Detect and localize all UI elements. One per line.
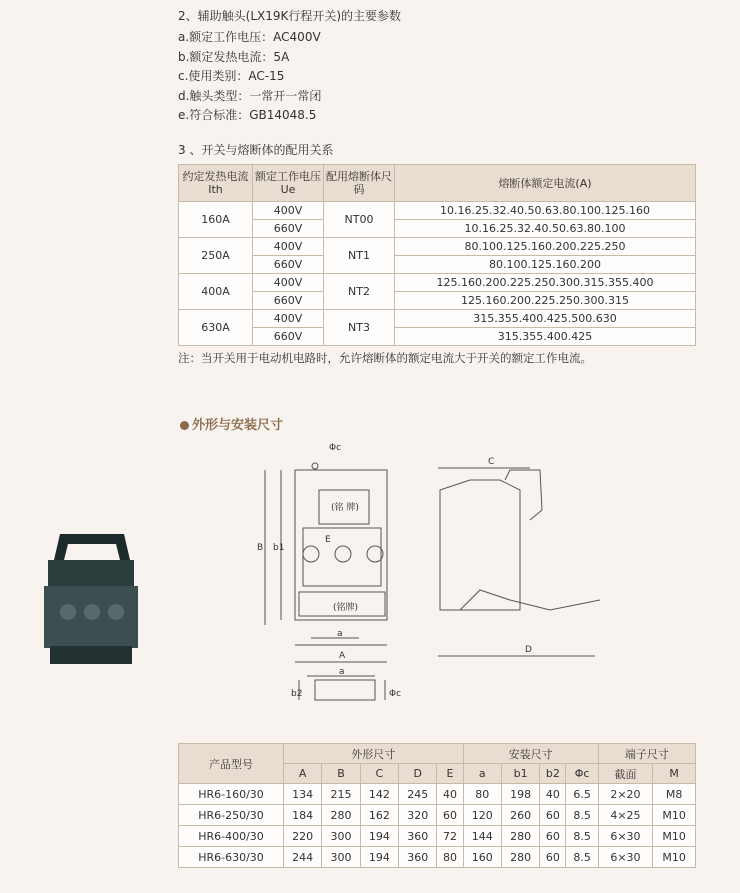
front-outline: [295, 470, 387, 620]
photo-handle: [54, 534, 130, 560]
cell-value: 215: [322, 784, 360, 805]
front-view-drawing: [255, 440, 415, 740]
table-row: [179, 826, 696, 847]
cell-model: HR6-160/30: [179, 784, 284, 805]
cell-value: 360: [399, 826, 437, 847]
table-row: [179, 202, 696, 220]
cell-value: 8.5: [566, 826, 598, 847]
cell-value: 120: [463, 805, 501, 826]
cell-value: 40: [437, 784, 463, 805]
table-row: [179, 310, 696, 328]
table-row: [179, 805, 696, 826]
cell-value: 72: [437, 826, 463, 847]
th-sub: b1: [501, 764, 539, 784]
cell-value: M10: [653, 847, 696, 868]
fuse-note: 注：当开关用于电动机电路时，允许熔断体的额定电流大于开关的额定工作电流。: [178, 351, 592, 365]
label-D: D: [525, 645, 532, 655]
cell-value: 60: [540, 826, 566, 847]
cell-ith: 250A: [179, 238, 253, 274]
cell-value: 162: [360, 805, 398, 826]
label-a2: a: [339, 667, 345, 677]
cell-value: 244: [284, 847, 322, 868]
cell-ue: 400V: [253, 238, 324, 256]
cell-value: 60: [540, 805, 566, 826]
cell-value: M10: [653, 805, 696, 826]
photo-base: [50, 646, 132, 664]
th-group-outline: 外形尺寸: [284, 744, 464, 764]
cell-value: 220: [284, 826, 322, 847]
fuse-table: [178, 164, 696, 346]
cell-ith: 400A: [179, 274, 253, 310]
fuse-heading: 3 、开关与熔断体的配用关系: [178, 143, 334, 157]
cell-value: 300: [322, 826, 360, 847]
th-group-install: 安装尺寸: [463, 744, 598, 764]
th-currents: 熔断体额定电流(A): [395, 165, 696, 202]
side-handle: [505, 470, 542, 520]
table-row: [179, 328, 696, 346]
cell-currents: 315.355.400.425: [395, 328, 696, 346]
cell-ue: 400V: [253, 274, 324, 292]
label-phi-c2: Φc: [389, 689, 402, 699]
aux-item: a.额定工作电压：AC400V: [178, 30, 321, 44]
cell-ue: 660V: [253, 292, 324, 310]
table-row: [179, 220, 696, 238]
dims-title-text: 外形与安装尺寸: [192, 418, 284, 433]
cell-model: HR6-250/30: [179, 805, 284, 826]
front-inner: [303, 528, 381, 586]
cell-value: 194: [360, 826, 398, 847]
dims-title: [180, 414, 283, 433]
cell-value: 280: [322, 805, 360, 826]
terminal-circle: [303, 546, 319, 562]
cell-ue: 400V: [253, 310, 324, 328]
cell-ith: 160A: [179, 202, 253, 238]
label-E: E: [325, 535, 331, 545]
cell-model: HR6-630/30: [179, 847, 284, 868]
cell-currents: 315.355.400.425.500.630: [395, 310, 696, 328]
table-row: [179, 784, 696, 805]
label-phi-c: Φc: [329, 443, 342, 453]
label-nameplate2: (铭牌): [333, 603, 359, 613]
cell-currents: 80.100.125.160.200.225.250: [395, 238, 696, 256]
mount-hole: [312, 463, 318, 469]
th-sub: D: [399, 764, 437, 784]
bullet-icon: [180, 421, 189, 430]
cell-currents: 80.100.125.160.200: [395, 256, 696, 274]
th-sub: b2: [540, 764, 566, 784]
label-A: A: [339, 651, 346, 661]
side-view-drawing: [430, 450, 600, 670]
photo-terminal: [84, 604, 100, 620]
th-sub: a: [463, 764, 501, 784]
label-B: B: [257, 543, 264, 553]
cell-value: 60: [540, 847, 566, 868]
cell-value: 142: [360, 784, 398, 805]
label-b2: b2: [291, 689, 303, 699]
aux-item: d.触头类型：一常开一常闭: [178, 89, 322, 103]
cell-currents: 10.16.25.32.40.50.63.80.100: [395, 220, 696, 238]
table-row: [179, 847, 696, 868]
cell-currents: 125.160.200.225.250.300.315: [395, 292, 696, 310]
cell-value: 6×30: [598, 847, 652, 868]
product-photo: [40, 530, 140, 670]
cell-value: M10: [653, 826, 696, 847]
cell-value: 320: [399, 805, 437, 826]
th-sub: C: [360, 764, 398, 784]
cell-size: NT00: [324, 202, 395, 238]
cell-value: 144: [463, 826, 501, 847]
photo-terminal: [108, 604, 124, 620]
cell-value: 160: [463, 847, 501, 868]
th-sub: M: [653, 764, 696, 784]
label-C: C: [488, 457, 495, 467]
th-sub: 截面: [598, 764, 652, 784]
cell-value: 60: [437, 805, 463, 826]
th-sub: E: [437, 764, 463, 784]
table-row: [179, 274, 696, 292]
th-size: 配用熔断体尺码: [324, 165, 395, 202]
cell-value: 2×20: [598, 784, 652, 805]
cell-model: HR6-400/30: [179, 826, 284, 847]
cell-size: NT2: [324, 274, 395, 310]
th-sub: A: [284, 764, 322, 784]
cell-value: 134: [284, 784, 322, 805]
cell-currents: 125.160.200.225.250.300.315.355.400: [395, 274, 696, 292]
th-sub: Φc: [566, 764, 598, 784]
th-model: 产品型号: [179, 744, 284, 784]
cell-value: 198: [501, 784, 539, 805]
label-a: a: [337, 629, 343, 639]
label-b1: b1: [273, 543, 285, 553]
side-contacts: [460, 590, 600, 610]
cell-ue: 660V: [253, 328, 324, 346]
dimension-table: [178, 743, 696, 868]
cell-size: NT3: [324, 310, 395, 346]
cell-value: 6×30: [598, 826, 652, 847]
photo-cover: [48, 560, 134, 588]
cell-value: 194: [360, 847, 398, 868]
cell-value: M8: [653, 784, 696, 805]
aux-heading: 2、辅助触头(LX19K行程开关)的主要参数: [178, 9, 402, 23]
cell-ue: 660V: [253, 220, 324, 238]
cell-ue: 400V: [253, 202, 324, 220]
aux-item: c.使用类别：AC-15: [178, 69, 285, 83]
cell-value: 4×25: [598, 805, 652, 826]
th-ue: 额定工作电压 Ue: [253, 165, 324, 202]
cell-value: 8.5: [566, 805, 598, 826]
cell-value: 184: [284, 805, 322, 826]
cell-currents: 10.16.25.32.40.50.63.80.100.125.160: [395, 202, 696, 220]
cell-value: 300: [322, 847, 360, 868]
cell-value: 80: [463, 784, 501, 805]
cell-value: 360: [399, 847, 437, 868]
cell-value: 280: [501, 826, 539, 847]
cell-value: 6.5: [566, 784, 598, 805]
aux-item: b.额定发热电流：5A: [178, 50, 290, 64]
cell-value: 40: [540, 784, 566, 805]
cell-value: 260: [501, 805, 539, 826]
table-row: [179, 292, 696, 310]
cell-value: 280: [501, 847, 539, 868]
label-nameplate: (铭 牌): [331, 503, 359, 513]
th-group-terminal: 端子尺寸: [598, 744, 695, 764]
terminal-circle: [335, 546, 351, 562]
cell-ith: 630A: [179, 310, 253, 346]
aux-item: e.符合标准：GB14048.5: [178, 108, 317, 122]
cell-size: NT1: [324, 238, 395, 274]
mount-pattern: [315, 680, 375, 700]
cell-value: 245: [399, 784, 437, 805]
th-ith: 约定发热电流 Ith: [179, 165, 253, 202]
th-sub: B: [322, 764, 360, 784]
photo-terminal: [60, 604, 76, 620]
table-row: [179, 238, 696, 256]
cell-ue: 660V: [253, 256, 324, 274]
table-row: [179, 256, 696, 274]
cell-value: 80: [437, 847, 463, 868]
cell-value: 8.5: [566, 847, 598, 868]
